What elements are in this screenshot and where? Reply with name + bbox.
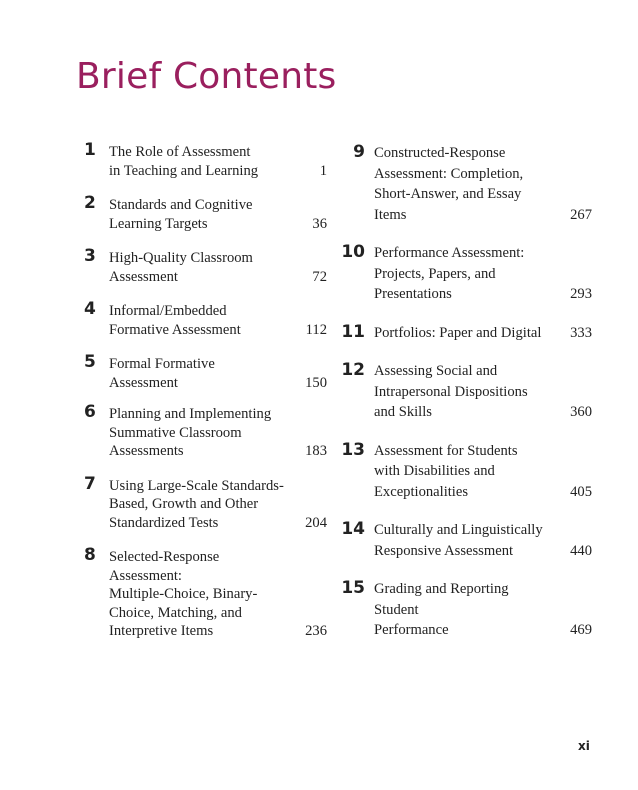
chapter-number: 6 [84, 402, 96, 422]
page-number: 405 [570, 483, 592, 500]
chapter-title: Planning and Implementing Summative Classroom Assessments [109, 406, 272, 459]
chapter-title: Grading and Reporting Student Performance [374, 581, 509, 638]
toc-entry-8 [80, 545, 327, 641]
toc-entry-15 [343, 579, 592, 641]
page-number: 267 [570, 206, 592, 223]
chapter-title: Standards and Cognitive Learning Targets [109, 197, 253, 232]
toc-entry-6 [80, 402, 327, 461]
chapter-number: 5 [84, 352, 96, 372]
chapter-title: Informal/Embedded Formative Assessment [109, 303, 241, 338]
toc-entry-14 [343, 520, 592, 561]
toc-entry-1 [80, 140, 327, 180]
chapter-title: Assessment for Students with Disabilities and Exceptionalities [374, 442, 518, 500]
chapter-title: Using Large-Scale Standards- Based, Growth and Other Standardized Tests [109, 477, 284, 531]
chapter-title: Assessing Social and Intrapersonal Dispositions and Skills [374, 363, 528, 420]
page-number: 1 [319, 162, 327, 179]
chapter-number: 10 [341, 242, 365, 262]
chapter-number: 14 [341, 519, 365, 539]
page-number: 469 [570, 622, 592, 638]
chapter-title: Performance Assessment: Projects, Papers, and Presentations [374, 245, 525, 302]
page-number: 183 [305, 443, 327, 459]
chapter-number: 8 [84, 545, 96, 565]
page-number: 36 [312, 215, 327, 232]
chapter-number: 4 [84, 299, 96, 319]
toc-entry-13 [343, 441, 592, 503]
toc-entry-3 [80, 246, 327, 286]
page-number: 293 [570, 286, 592, 302]
toc-entry-4 [80, 299, 327, 339]
chapter-number: 2 [84, 193, 96, 213]
chapter-number: 9 [353, 142, 365, 162]
chapter-number: 11 [341, 321, 365, 342]
chapter-number: 15 [341, 578, 365, 598]
toc-entry-10 [343, 243, 592, 305]
page-number: 112 [305, 321, 327, 338]
page-number: 333 [570, 324, 592, 341]
chapter-title: The Role of Assessment in Teaching and Learning [109, 144, 259, 179]
page-number: 440 [570, 542, 592, 559]
page-title: Brief Contents [76, 56, 337, 97]
page-number: 150 [305, 374, 327, 391]
chapter-number: 1 [84, 140, 96, 160]
chapter-title: Portfolios: Paper and Digital [374, 324, 542, 341]
toc-entry-9 [343, 143, 592, 225]
chapter-title: Formal Formative Assessment [109, 356, 215, 391]
chapter-number: 12 [341, 360, 365, 380]
toc-entry-11 [343, 323, 592, 344]
toc-right-column [343, 143, 592, 659]
page-number: 360 [570, 404, 592, 420]
chapter-title: Constructed-Response Assessment: Completion, Short-Answer, and Essay Items [374, 145, 524, 223]
folio-page-number: xi [578, 739, 590, 753]
page-number: 204 [305, 514, 327, 531]
page-number: 236 [305, 623, 327, 639]
toc-entry-5 [80, 352, 327, 392]
chapter-number: 7 [84, 473, 96, 494]
chapter-number: 13 [341, 439, 365, 460]
toc-left-column [80, 140, 327, 657]
toc-entry-12 [343, 361, 592, 423]
toc-entry-2 [80, 193, 327, 233]
page-number: 72 [312, 268, 327, 285]
chapter-title: Culturally and Linguistically Responsive Assessment [374, 522, 543, 559]
chapter-number: 3 [84, 246, 96, 266]
toc-entry-7 [80, 473, 327, 533]
chapter-title: High-Quality Classroom Assessment [109, 250, 253, 285]
chapter-title: Selected-Response Assessment: Multiple-Choice, Binary- Choice, Matching, and Interpretive Items [109, 549, 258, 639]
